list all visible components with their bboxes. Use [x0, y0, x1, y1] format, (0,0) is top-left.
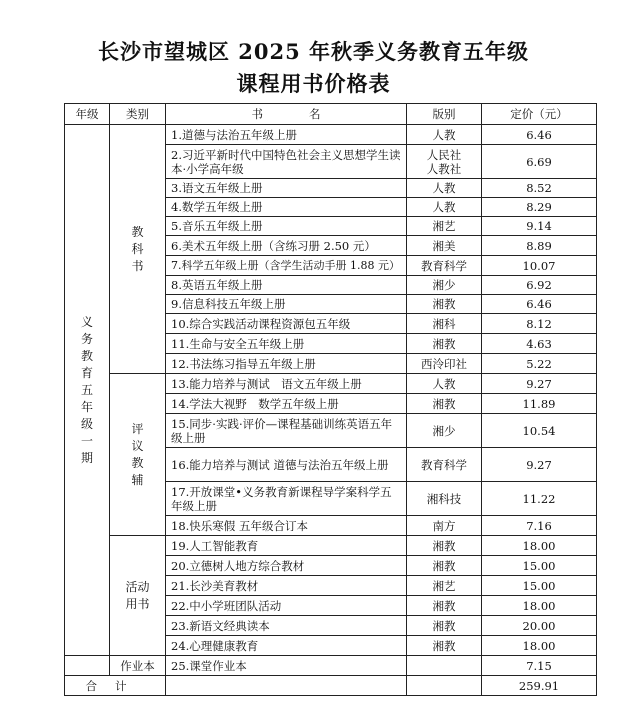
book-name: 13.能力培养与测试 语文五年级上册 [166, 374, 407, 394]
book-name: 17.开放课堂•义务教育新课程导学案科学五年级上册 [166, 482, 407, 516]
book-publisher: 湘教 [407, 616, 482, 636]
header-book: 书 名 [166, 104, 407, 125]
book-price: 15.00 [482, 576, 597, 596]
book-price: 15.00 [482, 556, 597, 576]
publisher-label: 人民社人教社 [426, 147, 462, 176]
book-name: 5.音乐五年级上册 [166, 217, 407, 236]
book-publisher: 湘科 [407, 314, 482, 334]
header-row [65, 104, 597, 125]
category-supplementary-label: 评议教辅 [131, 421, 144, 487]
book-name: 18.快乐寒假 五年级合订本 [166, 516, 407, 536]
book-publisher: 教育科学 [407, 448, 482, 482]
book-publisher: 湘少 [407, 414, 482, 448]
book-price: 6.46 [482, 295, 597, 314]
book-price: 8.12 [482, 314, 597, 334]
total-label: 合计 [65, 676, 166, 696]
book-name: 25.课堂作业本 [166, 656, 407, 676]
book-name: 6.美术五年级上册（含练习册 2.50 元） [166, 236, 407, 256]
book-name: 24.心理健康教育 [166, 636, 407, 656]
book-publisher: 人教 [407, 374, 482, 394]
header-category: 类别 [110, 104, 166, 125]
book-price: 8.29 [482, 198, 597, 217]
header-grade: 年级 [65, 104, 110, 125]
book-name: 10.综合实践活动课程资源包五年级 [166, 314, 407, 334]
book-publisher: 西泠印社 [407, 354, 482, 374]
book-price: 10.07 [482, 256, 597, 276]
book-name: 21.长沙美育教材 [166, 576, 407, 596]
book-price: 4.63 [482, 334, 597, 354]
book-publisher [407, 145, 482, 179]
book-publisher: 南方 [407, 516, 482, 536]
book-price: 6.69 [482, 145, 597, 179]
book-price: 6.92 [482, 276, 597, 295]
book-price: 18.00 [482, 636, 597, 656]
book-name: 4.数学五年级上册 [166, 198, 407, 217]
total-empty-name [166, 676, 407, 696]
book-price: 18.00 [482, 596, 597, 616]
category-activity-label: 活动用书 [125, 579, 150, 611]
book-publisher: 湘教 [407, 556, 482, 576]
book-price: 8.89 [482, 236, 597, 256]
book-publisher: 湘教 [407, 596, 482, 616]
book-name: 9.信息科技五年级上册 [166, 295, 407, 314]
book-publisher: 湘教 [407, 334, 482, 354]
category-textbook-label: 教科书 [131, 224, 144, 273]
book-name: 20.立德树人地方综合教材 [166, 556, 407, 576]
book-publisher: 湘教 [407, 536, 482, 556]
book-price: 11.22 [482, 482, 597, 516]
book-price: 9.27 [482, 448, 597, 482]
total-row [65, 676, 597, 696]
total-value: 259.91 [482, 676, 597, 696]
grade-cell [65, 125, 110, 656]
book-name: 23.新语文经典读本 [166, 616, 407, 636]
book-publisher: 湘少 [407, 276, 482, 295]
book-price: 5.22 [482, 354, 597, 374]
book-price: 7.15 [482, 656, 597, 676]
category-supplementary [110, 374, 166, 536]
header-publisher: 版别 [407, 104, 482, 125]
table-row [65, 374, 597, 394]
title-line-2: 课程用书价格表 [236, 71, 391, 96]
book-name: 12.书法练习指导五年级上册 [166, 354, 407, 374]
book-publisher: 湘教 [407, 295, 482, 314]
title-line-1: 长沙市望城区 2025 年秋季义务教育五年级 [97, 39, 530, 64]
header-price: 定价（元） [482, 104, 597, 125]
book-publisher: 湘艺 [407, 217, 482, 236]
book-name: 22.中小学班团队活动 [166, 596, 407, 616]
book-publisher: 湘美 [407, 236, 482, 256]
table-row [65, 656, 597, 676]
book-publisher: 人教 [407, 198, 482, 217]
total-empty-publisher [407, 676, 482, 696]
category-textbook [110, 125, 166, 374]
book-publisher: 湘教 [407, 394, 482, 414]
book-publisher: 教育科学 [407, 256, 482, 276]
book-price: 9.27 [482, 374, 597, 394]
book-name: 1.道德与法治五年级上册 [166, 125, 407, 145]
book-name: 19.人工智能教育 [166, 536, 407, 556]
book-name: 7.科学五年级上册（含学生活动手册 1.88 元） [166, 256, 407, 276]
book-name: 14.学法大视野 数学五年级上册 [166, 394, 407, 414]
table-row [65, 536, 597, 556]
grade-label: 义务教育五年级一期 [80, 314, 93, 465]
book-price: 7.16 [482, 516, 597, 536]
book-price: 8.52 [482, 179, 597, 198]
book-price: 18.00 [482, 536, 597, 556]
book-name: 15.同步·实践·评价—课程基础训练英语五年级上册 [166, 414, 407, 448]
price-table [64, 103, 597, 696]
book-publisher: 人教 [407, 125, 482, 145]
book-name: 11.生命与安全五年级上册 [166, 334, 407, 354]
book-price: 20.00 [482, 616, 597, 636]
table-row [65, 125, 597, 145]
book-name: 2.习近平新时代中国特色社会主义思想学生读本·小学高年级 [166, 145, 407, 179]
book-name: 3.语文五年级上册 [166, 179, 407, 198]
book-price: 11.89 [482, 394, 597, 414]
book-price: 9.14 [482, 217, 597, 236]
category-activity [110, 536, 166, 656]
book-name: 16.能力培养与测试 道德与法治五年级上册 [166, 448, 407, 482]
category-homework: 作业本 [110, 656, 166, 676]
book-price: 6.46 [482, 125, 597, 145]
book-publisher: 人教 [407, 179, 482, 198]
grade-cell-empty [65, 656, 110, 676]
book-publisher: 湘科技 [407, 482, 482, 516]
book-publisher: 湘教 [407, 636, 482, 656]
book-publisher: 湘艺 [407, 576, 482, 596]
book-price: 10.54 [482, 414, 597, 448]
book-publisher [407, 656, 482, 676]
book-name: 8.英语五年级上册 [166, 276, 407, 295]
